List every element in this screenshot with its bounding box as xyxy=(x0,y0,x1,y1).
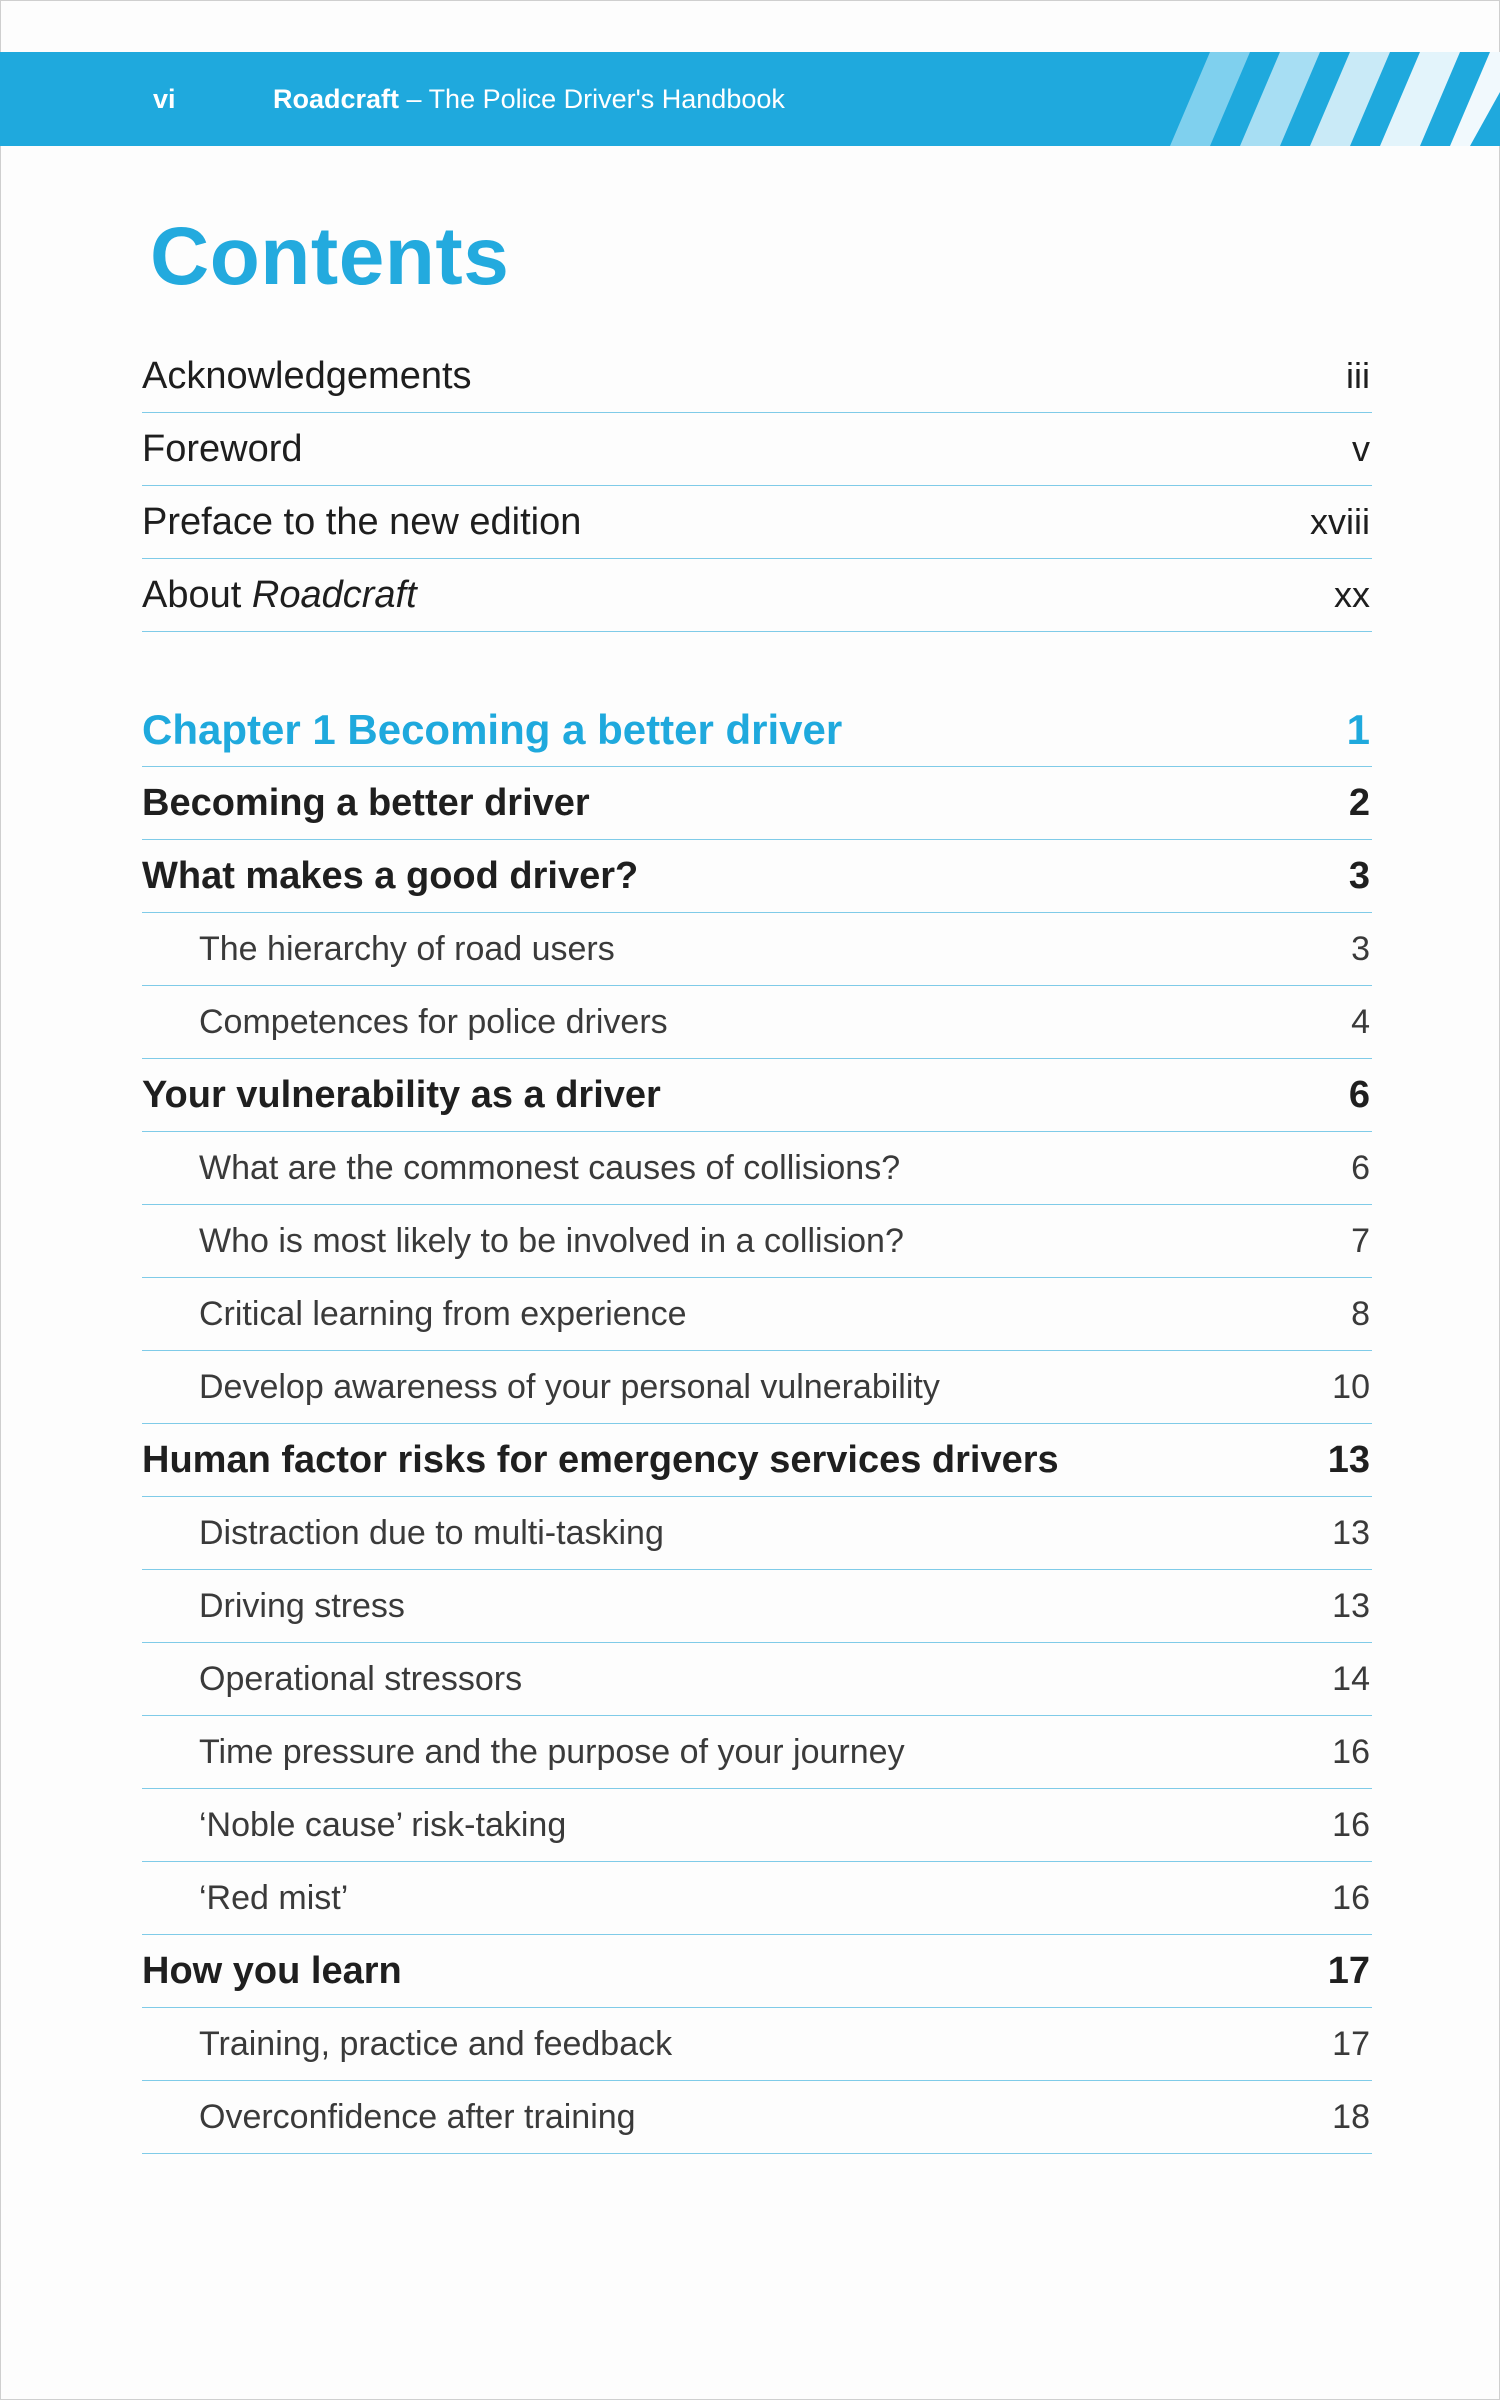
toc-label: Preface to the new edition xyxy=(142,500,582,543)
toc-page-number: xviii xyxy=(1310,501,1370,542)
toc-label-prefix: About xyxy=(142,573,252,616)
toc-subsection-entry xyxy=(142,1205,1372,1278)
toc-label: Time pressure and the purpose of your journey xyxy=(199,1732,905,1771)
toc-page-number: v xyxy=(1352,428,1370,469)
toc-subsection-entry xyxy=(142,1132,1372,1205)
toc-subsection-entry xyxy=(142,1351,1372,1424)
toc-label: Driving stress xyxy=(199,1586,405,1625)
toc-label-italic: Roadcraft xyxy=(251,573,417,616)
toc-page-number: 3 xyxy=(1348,854,1370,897)
toc-page-number: 17 xyxy=(1332,2024,1370,2063)
toc-subsection-entry xyxy=(142,1789,1372,1862)
header-stripes-decoration xyxy=(1170,52,1500,146)
contents-heading: Contents xyxy=(150,211,510,302)
toc-subsection-entry xyxy=(142,1570,1372,1643)
toc-page-number: 6 xyxy=(1348,1073,1370,1116)
toc-label: Human factor risks for emergency services drivers xyxy=(142,1438,1059,1481)
toc-label: ‘Red mist’ xyxy=(199,1878,349,1917)
toc-subsection-entry xyxy=(142,986,1372,1059)
toc-label: The hierarchy of road users xyxy=(199,929,615,968)
toc-page-number: 17 xyxy=(1327,1949,1370,1992)
toc-page-number: 2 xyxy=(1348,781,1370,824)
toc-page-number: 14 xyxy=(1332,1659,1370,1698)
page-folio: vi xyxy=(153,83,176,114)
toc-entry xyxy=(142,559,1372,632)
toc-page-number: 18 xyxy=(1332,2097,1370,2136)
toc-subsection-entry xyxy=(142,1497,1372,1570)
toc-label: ‘Noble cause’ risk-taking xyxy=(199,1805,567,1844)
toc-label: How you learn xyxy=(142,1949,402,1992)
table-of-contents xyxy=(142,340,1372,2154)
toc-page-number: 13 xyxy=(1332,1586,1370,1625)
toc-label: What are the commonest causes of collisions? xyxy=(199,1148,901,1187)
toc-page-number: 13 xyxy=(1332,1513,1370,1552)
toc-section-entry xyxy=(142,1935,1372,2008)
book-title: Roadcraft xyxy=(273,83,400,114)
toc-subsection-entry xyxy=(142,2008,1372,2081)
toc-label: Your vulnerability as a driver xyxy=(142,1073,661,1116)
toc-page-number: 6 xyxy=(1351,1148,1370,1187)
chapter-page-number: 1 xyxy=(1346,706,1370,753)
toc-subsection-entry xyxy=(142,2081,1372,2154)
toc-label: Training, practice and feedback xyxy=(199,2024,673,2063)
toc-label: Competences for police drivers xyxy=(199,1002,668,1041)
toc-section-entry xyxy=(142,1059,1372,1132)
toc-page-number: 13 xyxy=(1327,1438,1370,1481)
toc-section-entry xyxy=(142,767,1372,840)
toc-label: What makes a good driver? xyxy=(142,854,639,897)
toc-label: Develop awareness of your personal vulnerability xyxy=(199,1367,940,1406)
toc-label: Foreword xyxy=(142,427,303,470)
toc-label: Acknowledgements xyxy=(142,354,472,397)
toc-subsection-entry xyxy=(142,1862,1372,1935)
toc-entry xyxy=(142,486,1372,559)
toc-label xyxy=(142,574,417,617)
toc-section-entry xyxy=(142,1424,1372,1497)
toc-page-number: xx xyxy=(1334,574,1370,615)
toc-page-number: 8 xyxy=(1351,1294,1370,1333)
toc-label: Becoming a better driver xyxy=(142,781,590,824)
toc-page-number: 4 xyxy=(1351,1002,1370,1041)
toc-page-number: 16 xyxy=(1332,1805,1370,1844)
toc-chapter-heading xyxy=(142,694,1372,767)
toc-label: Overconfidence after training xyxy=(199,2097,636,2136)
toc-label: Distraction due to multi-tasking xyxy=(199,1513,664,1552)
toc-page-number: iii xyxy=(1346,355,1370,396)
toc-subsection-entry xyxy=(142,1716,1372,1789)
toc-label: Critical learning from experience xyxy=(199,1294,687,1333)
toc-page-number: 3 xyxy=(1351,929,1370,968)
toc-page-number: 7 xyxy=(1351,1221,1370,1260)
toc-entry xyxy=(142,413,1372,486)
toc-entry xyxy=(142,340,1372,413)
section-gap xyxy=(142,632,1372,694)
toc-subsection-entry xyxy=(142,1643,1372,1716)
chapter-label: Chapter 1 Becoming a better driver xyxy=(142,706,843,753)
toc-section-entry xyxy=(142,840,1372,913)
running-header xyxy=(0,52,1500,146)
book-subtitle: – The Police Driver's Handbook xyxy=(399,83,785,114)
toc-label: Operational stressors xyxy=(199,1659,523,1698)
toc-subsection-entry xyxy=(142,1278,1372,1351)
toc-page-number: 16 xyxy=(1332,1878,1370,1917)
toc-page-number: 10 xyxy=(1332,1367,1370,1406)
toc-label: Who is most likely to be involved in a collision? xyxy=(199,1221,904,1260)
toc-subsection-entry xyxy=(142,913,1372,986)
running-title xyxy=(273,84,785,115)
toc-page-number: 16 xyxy=(1332,1732,1370,1771)
